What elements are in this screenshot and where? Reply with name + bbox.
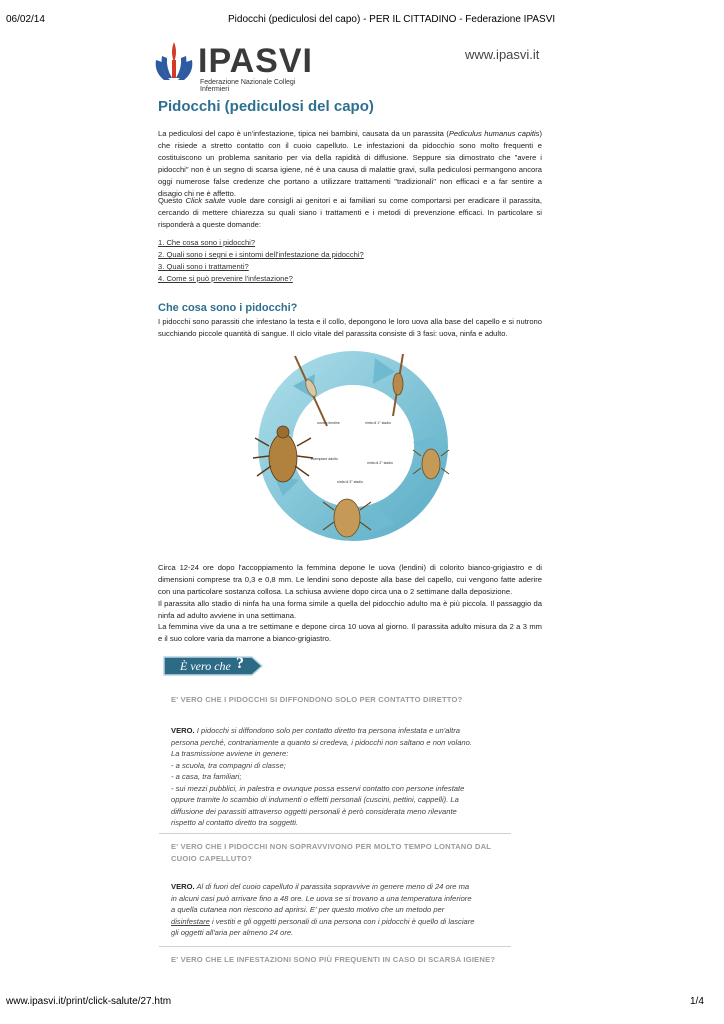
faq-divider xyxy=(159,833,511,834)
label-nymph-2: ninfa di 2° stadio xyxy=(367,461,393,465)
logo-wordmark: IPASVI xyxy=(198,42,313,80)
toc-link-3[interactable]: 3. Quali sono i trattamenti? xyxy=(158,262,249,271)
faq-verdict-2: VERO. xyxy=(171,882,195,891)
site-url[interactable]: www.ipasvi.it xyxy=(465,47,540,62)
question-mark-icon: ? xyxy=(236,655,244,672)
faq-verdict-1: VERO. xyxy=(171,726,195,735)
faq-question-1[interactable]: E' VERO CHE I PIDOCCHI SI DIFFONDONO SOLO PER CONTATTO DIRETTO? xyxy=(171,695,463,704)
section-paragraph-2: Circa 12-24 ore dopo l'accoppiamento la femmina depone le uova (lendini) di colorito bianco-grigiastro e di dimensioni comprese tra 0,3 e 0,8 mm. Le lendini sono deposte alla base del capello, cui vengono fatte aderire con una particolare sostanza collosa. La schiusa avviene dopo circa una o 2 settimane dalla deposizione. xyxy=(158,563,542,596)
faq-answer-2: VERO. Al di fuori del cuoio capelluto il parassita sopravvive in genere meno di 24 ore ma in alcuni casi può arrivare fino a 48 ore. Le uova se si trovano a una temperatura inferiore a quella cutanea non riescono ad aprirsi. E' per questo motivo che un metodo per disinfestare i vestiti e gli oggetti personali di una persona con i pidocchi è quello di lasciare gli oggetti all'aria per almeno 24 ore. xyxy=(171,882,475,937)
print-date: 06/02/14 xyxy=(6,14,45,25)
label-eggs: uova o lendine xyxy=(317,421,340,425)
section-paragraph-3: Il parassita allo stadio di ninfa ha una forma simile a quella del pidocchio adulto ma è più piccola. Il passaggio da ninfa ad adulto avviene in una settimana. xyxy=(158,599,542,620)
hands-flame-icon xyxy=(150,40,198,88)
lice-life-cycle-diagram xyxy=(245,346,460,546)
disinfestare-link[interactable]: disinfestare xyxy=(171,916,210,926)
faq-answer-1: VERO. I pidocchi si diffondono solo per contatto diretto tra persona infestata e un'altra persona perché, contrariamente a quanto si credeva, i pidocchi non saltano e non volano. La trasmissione avviene in genere: - a scuola, tra compagni di classe; - a casa, tra familiari; - sui mezzi pubblici, in palestra e ovunque possa esservi contatto con persone infestate oppure tramite lo scambio di indumenti o effetti personali (cuscini, pettini, cappelli). La diffusione dei parassiti attraverso oggetti personali è però considerata meno rilevante rispetto al contatto diretto tra soggetti. xyxy=(171,726,472,827)
intro-paragraph-1: La pediculosi del capo è un'infestazione, tipica nei bambini, causata da un parassita (Pediculus humanus capitis) che risiede a stretto contatto con il cuoio capelluto. Le infestazioni da pidocchio sono molto frequenti e costituiscono un problema sanitario per via della rapidità di diffusione. Seppure sia dimostrato che "avere i pidocchi" non è un segno di scarsa igiene, né è una causa di malattie gravi, sulla pediculosi permangono ancora oggi numerose false credenze che portano a utilizzare trattamenti "tradizionali" non efficaci e a far sentire a disagio chi ne è affetto. xyxy=(158,129,542,198)
e-vero-che-banner xyxy=(160,655,264,677)
faq-question-3[interactable]: E' VERO CHE LE INFESTAZIONI SONO PIÙ FREQUENTI IN CASO DI SCARSA IGIENE? xyxy=(171,955,496,964)
faq-divider xyxy=(159,946,511,947)
label-nymph-1: ninfa di 1° stadio xyxy=(365,421,391,425)
faq-question-2[interactable]: E' VERO CHE I PIDOCCHI NON SOPRAVVIVONO PER MOLTO TEMPO LONTANO DAL CUOIO CAPELLUTO? xyxy=(171,842,492,863)
section-paragraph-4: La femmina vive da una a tre settimane e depone circa 10 uova al giorno. Il parassita adulto misura da 2 a 3 mm e il suo colore varia da marrone a bianco-grigiastro. xyxy=(158,622,542,643)
toc-link-4[interactable]: 4. Come si può prevenire l'infestazione? xyxy=(158,274,293,283)
toc-link-1[interactable]: 1. Che cosa sono i pidocchi? xyxy=(158,238,256,247)
intro-paragraph-2: Questo Click salute vuole dare consigli ai genitori e ai familiari su come comportarsi per eradicare il parassita, cercando di mettere chiarezza su quali siano i trattamenti e i metodi di prevenzione efficaci. In particolare si risponderà a queste domande: xyxy=(158,196,543,229)
ipasvi-logo[interactable] xyxy=(150,40,313,93)
section-paragraph-1: I pidocchi sono parassiti che infestano la testa e il collo, depongono le loro uova alla base del capello e si nutrono succhiando piccole quantità di sangue. Il ciclo vitale del parassita consiste di 3 fasi: uova, ninfa e adulto. xyxy=(158,317,542,338)
section-heading: Che cosa sono i pidocchi? xyxy=(158,302,298,314)
footer-page-number: 1/4 xyxy=(690,996,704,1007)
label-nymph-3: ninfa di 3° stadio xyxy=(337,480,363,484)
label-adult: esemplare adulto xyxy=(311,457,338,461)
banner-label: È vero che xyxy=(180,659,231,673)
toc-list xyxy=(158,237,364,285)
article-title: Pidocchi (pediculosi del capo) xyxy=(158,98,374,115)
print-page-title: Pidocchi (pediculosi del capo) - PER IL CITTADINO - Federazione IPASVI xyxy=(228,14,556,25)
nymph-1-icon xyxy=(393,373,403,395)
footer-url: www.ipasvi.it/print/click-salute/27.htm xyxy=(6,996,172,1007)
logo-subtitle: Federazione Nazionale Collegi Infermieri xyxy=(200,79,296,93)
toc-link-2[interactable]: 2. Quali sono i segni e i sintomi dell'infestazione da pidocchi? xyxy=(158,250,364,259)
